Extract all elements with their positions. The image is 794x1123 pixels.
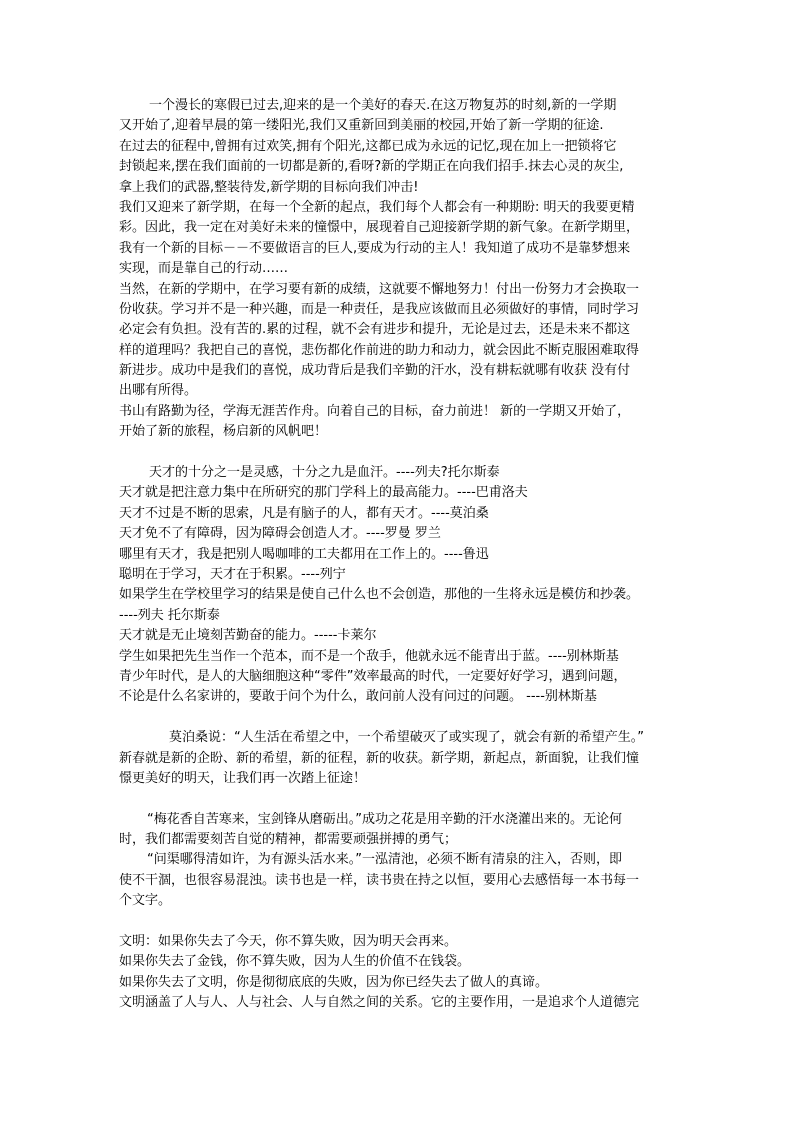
text-line: 时，我们都需要刻苦自觉的精神，都需要顽强拼搏的勇气； [119,832,458,848]
mopassant-paragraph [119,728,679,789]
text-line: 文明：如果你失去了今天，你不算失败，因为明天会再来。 [119,934,458,950]
paragraph-new-semester-2 [119,137,679,198]
text-line: 个文字。 [119,893,172,909]
text-line: 憬更美好的明天，让我们再一次踏上征途！ [119,770,367,786]
quote-line: 哪里有天才，我是把别人喝咖啡的工夫都用在工作上的。----鲁迅 [119,546,489,562]
quote-line: 学生如果把先生当作一个范本，而不是一个敌手，他就永远不能青出于蓝。----别林斯基 [119,648,619,664]
paragraph-new-semester-1 [119,96,679,137]
blank-line [119,443,679,463]
text-line: 一个漫长的寒假已过去,迎来的是一个美好的春天.在这万物复苏的时刻,新的一学期 [149,98,617,113]
quote-line: 天才就是无止境刻苦勤奋的能力。-----卡莱尔 [119,628,377,644]
paragraph-new-semester-4 [119,280,679,402]
text-line: “问渠哪得清如许，为有源头活水来。”一泓清池，必须不断有清泉的注入，否则，即 [147,852,622,868]
civilization-paragraph [119,932,679,1014]
text-line: 在过去的征程中,曾拥有过欢笑,拥有个阳光,这都已成为永远的记忆,现在加上一把锁将它 [119,138,617,154]
paragraph-new-semester-5 [119,402,679,443]
text-line: 我有一个新的目标－－不要做语言的巨人,要成为行动的主人！我知道了成功不是靠梦想来 [119,240,631,256]
document-body [119,96,679,1014]
text-line: 样的道理吗？我把自己的喜悦，悲伤都化作前进的助力和动力，就会因此不断克服困难取得 [119,342,640,358]
text-line: 必定会有负担。没有苦的.累的过程，就不会有进步和提升，无论是过去，还是未来不都这 [119,322,631,338]
text-line: 我们又迎来了新学期，在每一个全新的起点，我们每个人都会有一种期盼: 明天的我要更精 [119,199,635,215]
text-line: 开始了新的旅程，杨启新的风帆吧！ [119,424,328,440]
text-line: 封锁起来,摆在我们面前的一切都是新的,看呀?新的学期正在向我们招手.抹去心灵的灰尘, [119,159,624,175]
text-line: 出哪有所得。 [119,383,198,399]
quote-line: ----列夫 托尔斯泰 [119,607,220,623]
text-line: 拿上我们的武器,整装待发,新学期的目标向我们冲击! [119,179,419,195]
text-line: 新进步。成功中是我们的喜悦，成功背后是我们辛勤的汗水，没有耕耘就哪有收获 没有付 [119,363,631,379]
text-line: 书山有路勤为径，学海无涯苦作舟。向着自己的目标，奋力前进！ 新的一学期又开始了， [119,403,631,419]
text-line: 彩。因此，我一定在对美好未来的憧憬中，展现着自己迎接新学期的新气象。在新学期里， [119,220,640,236]
text-line: 当然，在新的学期中，在学习要有新的成绩，这就要不懈地努力！付出一份努力才会换取一 [119,281,640,297]
paragraph-new-semester-3 [119,198,679,280]
quote-line: 聪明在于学习，天才在于积累。----列宁 [119,566,346,582]
blank-line [119,912,679,932]
text-line: 莫泊桑说：“人生活在希望之中，一个希望破灭了或实现了，就会有新的希望产生。” [169,730,644,746]
text-line: 又开始了,迎着早晨的第一缕阳光,我们又重新回到美丽的校园,开始了新一学期的征途. [119,118,604,134]
quote-line: 天才不过是不断的思索，凡是有脑子的人，都有天才。----莫泊桑 [119,505,489,521]
text-line: 文明涵盖了人与人、人与社会、人与自然之间的关系。它的主要作用，一是追求个人道德完 [119,995,640,1011]
text-line: 新春就是新的企盼、新的希望，新的征程，新的收获。新学期，新起点，新面貌，让我们憧 [119,750,640,766]
quote-line: 不论是什么名家讲的，要敢于问个为什么，敢问前人没有问过的问题。 ----别林斯基 [119,689,597,705]
text-line: 如果你失去了文明，你是彻彻底底的失败，因为你已经失去了做人的真谛。 [119,974,549,990]
text-line: 份收获。学习并不是一种兴趣，而是一种责任，是我应该做而且必须做好的事情，同时学习 [119,301,640,317]
quote-line: 天才免不了有障碍，因为障碍会创造人才。----罗曼 罗兰 [119,526,441,542]
quotes-section [119,463,679,708]
quote-line: 如果学生在学校里学习的结果是使自己什么也不会创造，那他的一生将永远是模仿和抄袭。 [119,587,640,603]
blank-line [119,789,679,809]
text-line: 实现，而是靠自己的行动…… [119,261,289,277]
quote-line: 天才的十分之一是灵感，十分之九是血汗。----列夫?托尔斯泰 [149,465,500,481]
quote-line: 青少年时代，是人的大脑细胞这种“零件”效率最高的时代，一定要好好学习，遇到问题， [119,668,627,684]
text-line: 使不干涸，也很容易混浊。读书也是一样，读书贵在持之以恒，要用心去感悟每一本书每一 [119,872,640,888]
text-line: 如果你失去了金钱，你不算失败，因为人生的价值不在钱袋。 [119,954,471,970]
blank-line [119,708,679,728]
text-line: “梅花香自苦寒来，宝剑锋从磨砺出。”成功之花是用辛勤的汗水浇灌出来的。无论何 [147,811,622,827]
quote-line: 天才就是把注意力集中在所研究的那门学科上的最高能力。----巴甫洛夫 [119,485,528,501]
plum-blossom-paragraph [119,810,679,912]
